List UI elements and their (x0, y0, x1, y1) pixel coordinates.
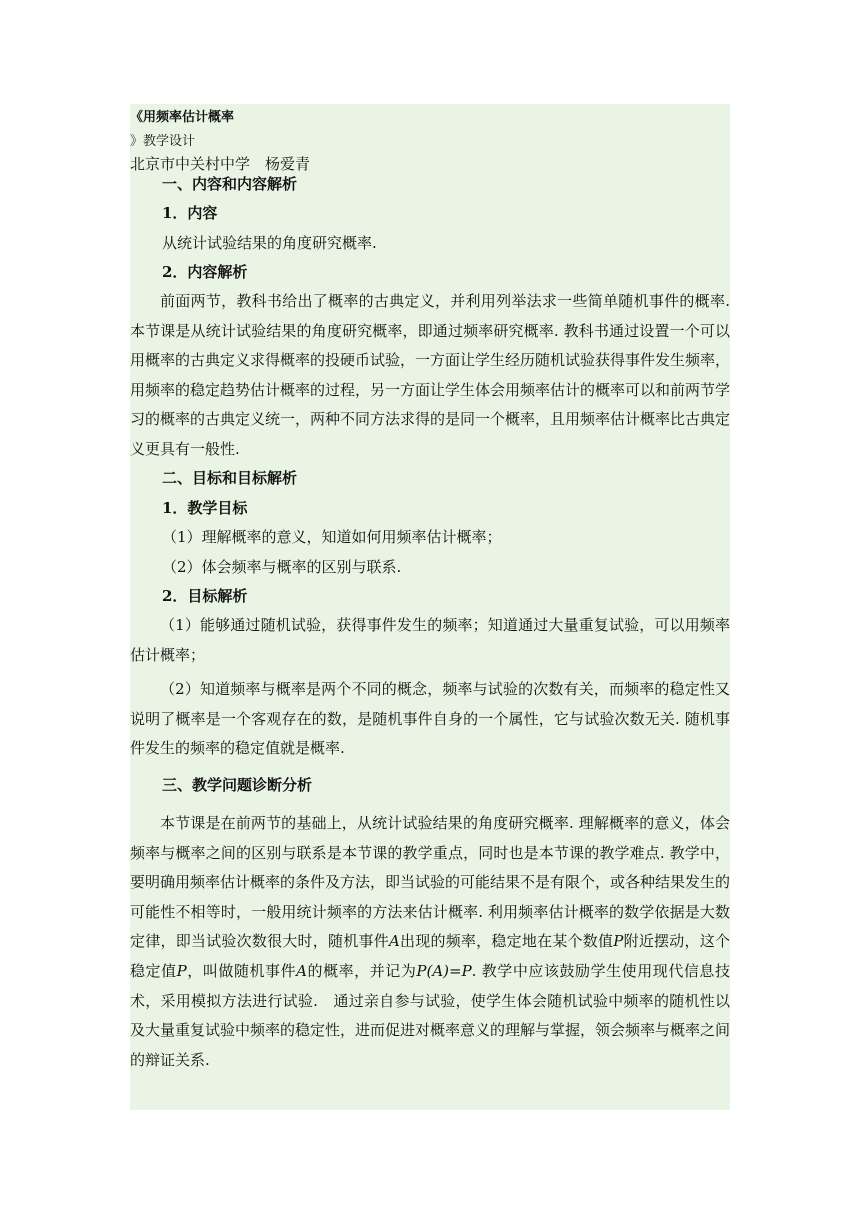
content-analysis-paragraph (130, 287, 730, 465)
variable-a-2: A (296, 961, 307, 980)
section-heading-1: 一、内容和内容解析 (162, 175, 298, 193)
variable-a: A (388, 932, 400, 951)
diagnosis-text-part1: 本节课是在前两节的基础上，从统计试验结果的角度研究概率. 理解概率的意义，体会频率与概率之间的区别与联系是本节课的教学重点，同时也是本节课的教学难点. 教学中，要明确用频率估计概率的条件及方法，即当试验的可能结果不是有限个，或各种结果发生的可能性不相等时，一般用统计频率的方法来估计概率. 利用频率估计概率的数学依据是大数定律，即当试验次数很大时，随机事件 (130, 814, 731, 951)
goal-item-2: （2）体会频率与概率的区别与联系. (162, 558, 402, 576)
diagnosis-text-part5: 的概率，并记为 (306, 961, 417, 980)
diagnosis-text-part2: 出现的频率，稳定地在某个数值 (399, 932, 614, 951)
variable-p-2: P (176, 961, 187, 980)
author-line: 北京市中关村中学 杨爱青 (130, 155, 311, 173)
doc-title-line1: 《用频率估计概率 (130, 110, 235, 125)
document-page (130, 104, 730, 1110)
goal-analysis-paragraph-1 (130, 611, 730, 670)
goal-analysis-text-2: （2）知道频率与概率是两个不同的概念，频率与试验的次数有关，而频率的稳定性又说明了概率是一个客观存在的数，是随机事件自身的一个属性，它与试验次数无关. 随机事件发生的频率的稳定值就是概率. (130, 680, 730, 758)
diagnosis-paragraph (130, 809, 730, 1075)
diagnosis-text (130, 809, 730, 1075)
goal-analysis-text-1: （1）能够通过随机试验，获得事件发生的频率；知道通过大量重复试验，可以用频率估计概率； (130, 616, 730, 664)
content-analysis-text: 前面两节，教科书给出了概率的古典定义，并利用列举法求一些简单随机事件的概率. 本节课是从统计试验结果的角度研究概率，即通过频率研究概率. 教科书通过设置一个可以用概率的古典定义求得概率的投硬币试验，一方面让学生经历随机试验获得事件发生频率，用频率的稳定趋势估计概率的过程，另一方面让学生体会用频率估计的概率可以和前两节学习的概率的古典定义统一，两种不同方法求得的是同一个概率，且用频率估计概率比古典定义更具有一般性. (130, 292, 731, 458)
probability-formula: P(A)=P (416, 961, 472, 980)
content-text: 从统计试验结果的角度研究概率. (162, 234, 377, 252)
doc-title-line2: 》教学设计 (130, 134, 196, 149)
subheading-teaching-goals: 1．教学目标 (162, 499, 248, 517)
section-heading-2: 二、目标和目标解析 (162, 469, 298, 487)
variable-p: P (613, 932, 624, 951)
subheading-goal-analysis: 2．目标解析 (162, 587, 248, 605)
goal-item-1: （1）理解概率的意义，知道如何用频率估计概率； (162, 528, 502, 546)
goal-analysis-paragraph-2 (130, 675, 730, 764)
diagnosis-text-part4: ，叫做随机事件 (186, 961, 297, 980)
diagnosis-text-part6: . 教学中应该鼓励学生使用现代信息技术，采用模拟方法进行试验. 通过亲自参与试验，使学生体会随机试验中频率的随机性以及大量重复试验中频率的稳定性，进而促进对概率意义的理解与掌握，领会频率与概率之间的辩证关系. (130, 961, 731, 1069)
section-heading-3: 三、教学问题诊断分析 (162, 776, 313, 794)
subheading-content-analysis: 2．内容解析 (162, 263, 248, 281)
diagnosis-text-part3: 附近摆动，这个稳定值 (130, 932, 730, 980)
subheading-content: 1．内容 (162, 204, 218, 222)
